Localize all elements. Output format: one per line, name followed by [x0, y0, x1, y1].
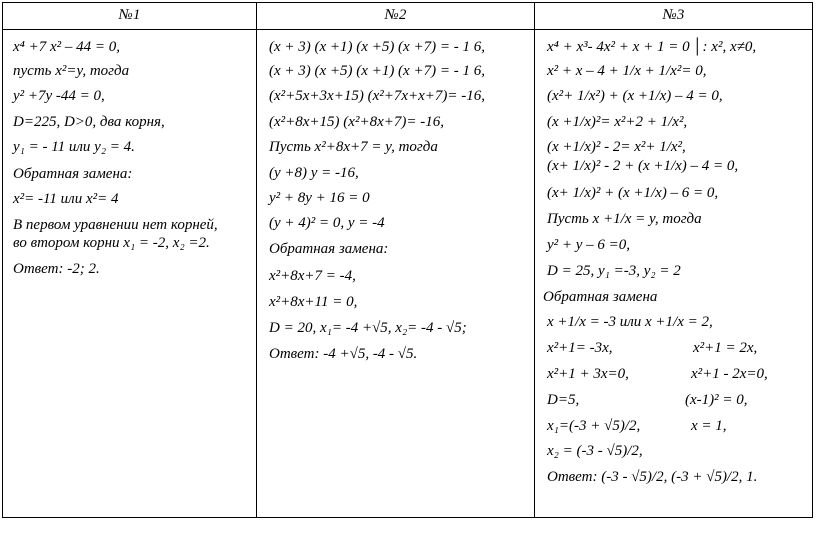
column-divider [534, 3, 535, 517]
line: y² +7y -44 = 0, [13, 88, 105, 104]
line: D = 25, y₁ =-3, y₂ = 2 [547, 263, 681, 279]
header-task-1: №1 [118, 7, 141, 23]
line: D=225, D>0, два корня, [13, 114, 165, 130]
line: во втором корни x₁ = -2, x₂ =2. [13, 235, 210, 251]
line: x²+1 = 2x, [693, 340, 758, 356]
line: x +1/x = -3 или x +1/x = 2, [547, 314, 713, 330]
header-divider [3, 29, 812, 30]
line: В первом уравнении нет корней, [13, 217, 218, 233]
line: (x +1/x)²= x²+2 + 1/x², [547, 114, 688, 130]
line: y₁ = - 11 или y₂ = 4. [13, 139, 135, 155]
line: (x²+8x+15) (x²+8x+7)= -16, [269, 114, 444, 130]
solutions-table [2, 2, 813, 518]
line: x² + x – 4 + 1/x + 1/x²= 0, [547, 63, 707, 79]
line: x⁴ +7 x² – 44 = 0, [13, 39, 121, 55]
line: y² + 8y + 16 = 0 [269, 190, 370, 206]
line: Пусть x²+8x+7 = y, тогда [269, 139, 438, 155]
line: y² + y – 6 =0, [547, 237, 631, 253]
header-task-3: №3 [662, 7, 685, 23]
line: (x + 3) (x +1) (x +5) (x +7) = - 1 6, [269, 39, 485, 55]
line: (x + 3) (x +5) (x +1) (x +7) = - 1 6, [269, 63, 485, 79]
line: x²+8x+11 = 0, [269, 294, 358, 310]
line: Обратная замена: [269, 241, 389, 257]
line: (x+ 1/x)² + (x +1/x) – 6 = 0, [547, 185, 719, 201]
line: Пусть x +1/x = y, тогда [547, 211, 702, 227]
line: x²+1 + 3x=0, [547, 366, 629, 382]
line: (x +1/x)² - 2= x²+ 1/x², [547, 139, 686, 155]
line: (x+ 1/x)² - 2 + (x +1/x) – 4 = 0, [547, 158, 739, 174]
header-task-2: №2 [384, 7, 407, 23]
line: Ответ: (-3 - √5)/2, (-3 + √5)/2, 1. [547, 469, 758, 485]
line: Обратная замена [543, 289, 658, 305]
line: (x²+ 1/x²) + (x +1/x) – 4 = 0, [547, 88, 723, 104]
line: Ответ: -4 +√5, -4 - √5. [269, 346, 418, 362]
line: x₂ = (-3 - √5)/2, [547, 443, 643, 459]
line: (x²+5x+3x+15) (x²+7x+x+7)= -16, [269, 88, 486, 104]
line: (y + 4)² = 0, y = -4 [269, 215, 385, 231]
line: x²= -11 или x²= 4 [13, 191, 119, 207]
line: D=5, [547, 392, 580, 408]
line: x²+1 - 2x=0, [691, 366, 768, 382]
line: пусть x²=y, тогда [13, 63, 130, 79]
line: x₁=(-3 + √5)/2, [547, 418, 641, 434]
column-divider [256, 3, 257, 517]
line: x⁴ + x³- 4x² + x + 1 = 0 │: x², x≠0, [547, 39, 757, 55]
line: D = 20, x₁= -4 +√5, x₂= -4 - √5; [269, 320, 467, 336]
line: x²+8x+7 = -4, [269, 268, 356, 284]
line: x = 1, [691, 418, 727, 434]
line: (x-1)² = 0, [685, 392, 748, 408]
line: Обратная замена: [13, 166, 133, 182]
line: (y +8) y = -16, [269, 165, 359, 181]
line: Ответ: -2; 2. [13, 261, 100, 277]
line: x²+1= -3x, [547, 340, 613, 356]
